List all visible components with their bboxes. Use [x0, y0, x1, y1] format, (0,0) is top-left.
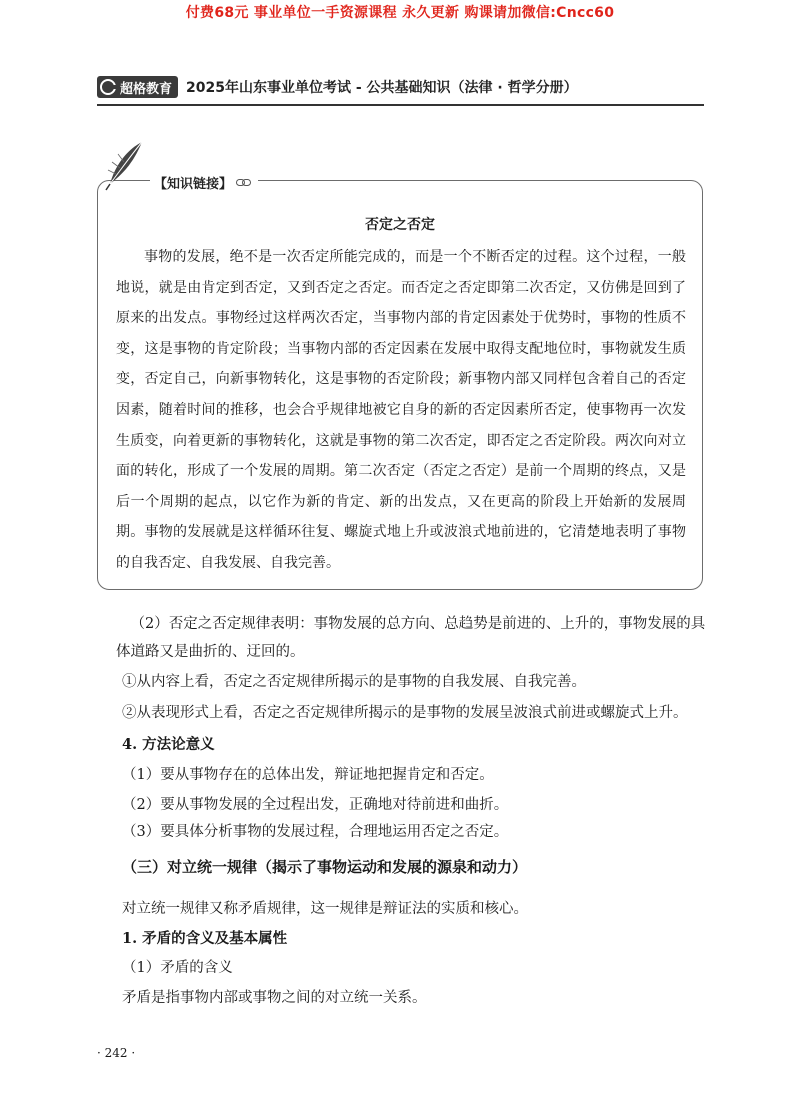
- section-heading: （三）对立统一规律（揭示了事物运动和发展的源泉和动力）: [122, 858, 528, 876]
- knowledge-link-label: [150, 173, 258, 192]
- paragraph: ②从表现形式上看，否定之否定规律所揭示的是事物的发展呈波浪式前进或螺旋式上升。: [122, 705, 688, 721]
- logo-g-icon: [100, 79, 116, 95]
- paragraph: ①从内容上看，否定之否定规律所揭示的是事物的自我发展、自我完善。: [122, 674, 586, 690]
- paragraph: 矛盾是指事物内部或事物之间的对立统一关系。: [122, 990, 427, 1006]
- knowledge-box-body: 事物的发展，绝不是一次否定所能完成的，而是一个不断否定的过程。这个过程，一般地说，就是由肯定到否定，又到否定之否定。而否定之否定即第二次否定，又仿佛是回到了原来的出发点。事物经过这样两次否定，当事物内部的肯定因素处于优势时，事物的性质不变，这是事物的肯定阶段；当事物内部的否定因素在发展中取得支配地位时，事物就发生质变，否定自己，向新事物转化，这是事物的否定阶段；新事物内部又同样包含着自己的否定因素，随着时间的推移，也会合乎规律地被它自身的新的否定因素所否定，使事物再一次发生质变，向着更新的事物转化，这就是事物的第二次否定，即否定之否定阶段。两次向对立面的转化，形成了一个发展的周期。第二次否定（否定之否定）是前一个周期的终点，又是后一个周期的起点，以它作为新的肯定、新的出发点，又在更高的阶段上开始新的发展周期。事物的发展就是这样循环往复、螺旋式地上升或波浪式地前进的，它清楚地表明了事物的自我否定、自我发展、自我完善。: [116, 249, 686, 571]
- page-header: [97, 74, 578, 100]
- paragraph: 对立统一规律又称矛盾规律，这一规律是辩证法的实质和核心。: [122, 901, 528, 917]
- paragraph: （3）要具体分析事物的发展过程，合理地运用否定之否定。: [122, 824, 509, 840]
- book-title: 2025年山东事业单位考试 - 公共基础知识（法律 · 哲学分册）: [186, 80, 578, 96]
- header-divider: [97, 104, 704, 106]
- paragraph: （1）要从事物存在的总体出发，辩证地把握肯定和否定。: [122, 767, 494, 783]
- paragraph: （1）矛盾的含义: [122, 960, 233, 976]
- subheading: 4. 方法论意义: [122, 736, 215, 753]
- chain-link-icon: [236, 178, 254, 188]
- knowledge-link-text: 【知识链接】: [154, 177, 233, 192]
- publisher-logo: [97, 76, 178, 98]
- page-number: · 242 ·: [97, 1046, 136, 1060]
- knowledge-box-title: 否定之否定: [365, 217, 435, 233]
- paragraph: （2）要从事物发展的全过程出发，正确地对待前进和曲折。: [122, 797, 509, 813]
- subheading: 1. 矛盾的含义及基本属性: [122, 930, 288, 947]
- feather-quill-icon: [102, 140, 150, 192]
- logo-text: 超格教育: [120, 81, 173, 97]
- watermark-banner: 付费68元 事业单位一手资源课程 永久更新 购课请加微信:Cncc60: [185, 5, 615, 21]
- paragraph: （2）否定之否定规律表明：事物发展的总方向、总趋势是前进的、上升的，事物发展的具体道路又是曲折的、迂回的。: [116, 616, 706, 660]
